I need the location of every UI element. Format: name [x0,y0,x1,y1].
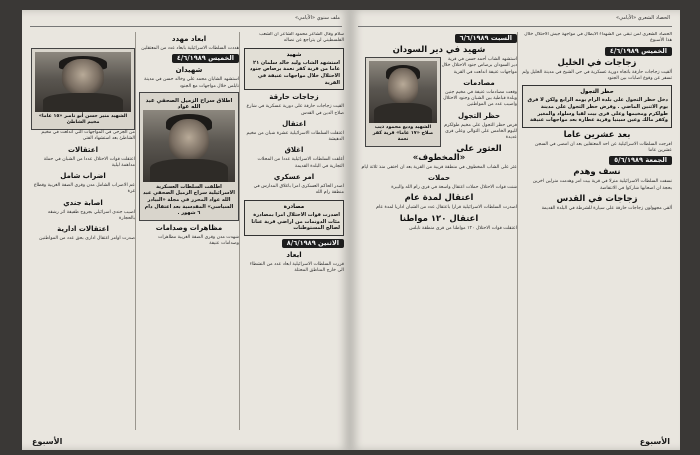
section-heading: حملات [427,173,451,182]
section-heading: حظر التجول [457,111,501,120]
paragraph: فرض حظر التجول على مخيم طولكرم لليوم الخامس على التوالي وعلى قرى عديدة [444,122,517,141]
section-heading: اصابة جندي [63,198,103,207]
section-heading: زجاجات حارقة [269,93,319,102]
date-badge: السبت ٦/٦/١٩٨٩ [455,34,517,43]
date-badge: الجمعة ٥/٦/١٩٨٩ [609,156,672,165]
box-text: اصدرت قوات الاحتلال امرا بمصادرة مئات الدونمات من اراضي قرية عناتا لصالح المستوطنات [251,211,340,232]
paragraph: نسفت السلطات الاسرائيلية منزلا في قرية بيت امر وهدمت منزلين اخرين بحجة ان اصحابها شاركوا في الانتفاضة [532,179,672,191]
paragraph: الحصاد الشعري لمن تبقى من الشهداء الأبطال في مواجهة جيش الاحتلال خلال هذا الأسبوع [524,32,672,44]
section-heading: مظاهرات وصدامات [155,223,223,232]
paragraph: صدرت اوامر اعتقال اداري بحق عدد من المواطنين [39,236,135,242]
left-page-column-middle [139,32,240,430]
paragraph: ألقيت زجاجات حارقة باتجاه دورية عسكرية في حي الشيخ في مدينة الخليل ولم تسفر عن وقوع اصابات بين الجنود [522,69,672,81]
photo-text: اطلقت السلطات العسكرية الاسرائيلية سراح الزميل الصحفي عبد الله عواد المحرر في مجلة «البيادر السياسي» المقدسية بعد اعتقال دام ٦ شهور . [143,183,235,217]
box-text: استشهد الشاب وليد خالد سلمان ٢١ عاما من قرية كفر نعمة برصاص جنود الاحتلال خلال مواجهات عنيفة في القرية [249,59,340,86]
date-row [522,47,672,56]
paragraph: افرجت السلطات الاسرائيلية عن احد المعتقلين بعد ان امضى في السجن عشرين عاما [534,141,672,154]
photo-caption: الشهيد منير حسن أبو ناصر «١٥ عاما» مخيم الشاطئ [38,114,128,125]
journalist-photo [143,110,235,182]
paragraph: عثر على الشاب المخطوف في منطقة قريبة من القرية بعد ان اختفى منذ ثلاثة ايام [361,164,517,170]
section-heading: اغلاق [284,146,304,155]
date-row [139,54,239,63]
magazine-logo: الأسبوع [639,437,670,446]
paragraph: أغلقت السلطات الاسرائيلية عددا من المحلات التجارية في البلدة القديمة [257,157,344,169]
magazine-logo: الأسبوع [32,437,63,446]
section-heading: اضراب شامل [60,172,106,181]
section-heading: امر عسكري [273,173,315,182]
paragraph: استشهد الشاب أحمد حسن في قرية دير السودان برصاص جنود الاحتلال خلال مواجهات عنيفة اندلعت في القرية [441,57,517,75]
photo-caption: الشهيد وديع محمود ذيب صلاح «١٧ عاما» قرية كفر نعمة [372,125,434,142]
paragraph: سلام وقال الشاعر محمود الشاعر ان الشعب الفلسطيني لن يتراجع عن نضاله [259,32,344,44]
paragraph: اعتقلت السلطات الاسرائيلية عشرة شبان من مخيم الدهيشة [246,130,344,143]
box-title: حظر التجول [580,89,614,96]
confiscation-box [244,200,344,236]
right-page [350,10,680,450]
paragraph: القيت زجاجات حارقة على دورية عسكرية في شارع صلاح الدين في القدس [246,104,344,116]
right-page-column-right [522,32,672,430]
section-heading: مصادمات [463,78,495,87]
paragraph: قررت السلطات الاسرائيلية ابعاد عدد من النشطاء الى خارج المناطق المحتلة [249,261,344,274]
left-page-column-left [31,32,136,430]
paragraph: وقعت مصادمات عنيفة في مخيم جنين وبلدة قباطية بين الشبان وجنود الاحتلال واصيب عدد من المواطنين [443,89,517,108]
paragraph: اعتقلت قوات الاحتلال ١٢٠ مواطنا من قرى منطقة نابلس [409,225,517,231]
section-heading: بعد عشرين عاما [563,129,631,140]
left-page-title: ملف سنوي «الأيامي» [294,15,340,21]
paragraph: اعتقلت قوات الاحتلال عددا من الشبان في حملة مداهمة ليلية [43,156,135,168]
martyr-box [244,48,344,91]
martyr-photo [35,52,131,112]
date-badge: الخميس ٤/٦/١٩٨٩ [172,54,239,63]
box-title: شهيد [286,51,302,58]
box-text: دخل حظر التجول على بلدة الرام يومه الرابع ولكن لا فرق يوم الاثنين الماضي . وفرض حظر التجول على مدينة طولكرم ومخيمها وعلى قرى بيت لقيا وسلواد والمغير وكفر مالك وعين سينيا وقرية عطارة بعد مواجهات عنيفة [527,97,668,124]
section-heading: العثور على «المخطوف» [412,143,502,163]
left-page-column-right [244,32,344,430]
date-badge: الاثنين ٨/٦/١٩٨٩ [282,239,344,248]
section-heading: اعتقال ١٢٠ مواطنا [399,213,479,224]
photo-title: اطلاق سراح الزميل الصحفي عبد الله عواد [145,97,233,110]
section-heading: شهيد في دير السودان [392,45,486,55]
section-heading: نسف وهدم [573,167,621,178]
martyr-photo [369,61,437,123]
journalist-photo-box [139,92,239,221]
date-badge: الخميس ٤/٦/١٩٨٩ [605,47,672,56]
date-row [244,239,344,248]
paragraph: اصدر الحاكم العسكري امرا باغلاق المدارس في منطقة رام الله [253,184,344,196]
section-heading: زجاجات في الخليل [557,57,637,68]
paragraph: اصدرت السلطات الاسرائيلية قرارا باعتقال عدد من الشبان اداريا لمدة عام [376,205,517,211]
paragraph: ألقى مجهولون زجاجات حارقة على سيارة للشرطة في البلدة القديمة [541,206,672,212]
curfew-box [522,85,672,128]
paragraph: شهدت مدن وقرى الضفة الغربية مظاهرات وصدامات عنيفة [158,234,239,247]
right-page-header [358,14,672,27]
section-heading: زجاجات في القدس [556,194,638,205]
right-page-title: الحصاد الشعري «الأيامي» [616,15,670,21]
paragraph: عم الاضراب الشامل مدن وقرى الضفة الغربية وقطاع غزة [33,183,135,195]
date-row [361,34,517,43]
section-heading: ابعاد [286,250,302,259]
martyr-photo-box [31,48,135,130]
paragraph: هددت السلطات الاسرائيلية بابعاد عدد من المعتقلين [141,46,239,51]
paragraph: من الجرحى في المواجهات التي اندلعت في مخيم الشاطئ بعد استشهاد الفتى [41,130,135,142]
paragraph: استشهد الشابان محمد علي وخالد حسن في مدينة نابلس خلال مواجهات مع الجنود [144,77,239,89]
left-page [22,10,350,450]
date-row [522,156,672,165]
section-heading: اعتقالات [68,145,98,154]
paragraph: اصيب جندي اسرائيلي بجروح طفيفة اثر رشقه بالحجارة [47,209,135,222]
section-heading: اعتقال لمدة عام [404,193,474,204]
section-heading: اعتقالات ادارية [57,225,109,234]
paragraph: شنت قوات الاحتلال حملات اعتقال واسعة في قرى رام الله والبيرة [391,184,517,190]
left-page-header [30,14,342,27]
martyr-photo-box [365,57,441,147]
right-page-column-left [361,32,518,430]
section-heading: شهيدان [175,66,203,75]
box-title: مصادرة [283,203,305,210]
section-heading: ابعاد مهدد [171,35,207,43]
section-heading: اعتقال [282,119,306,128]
